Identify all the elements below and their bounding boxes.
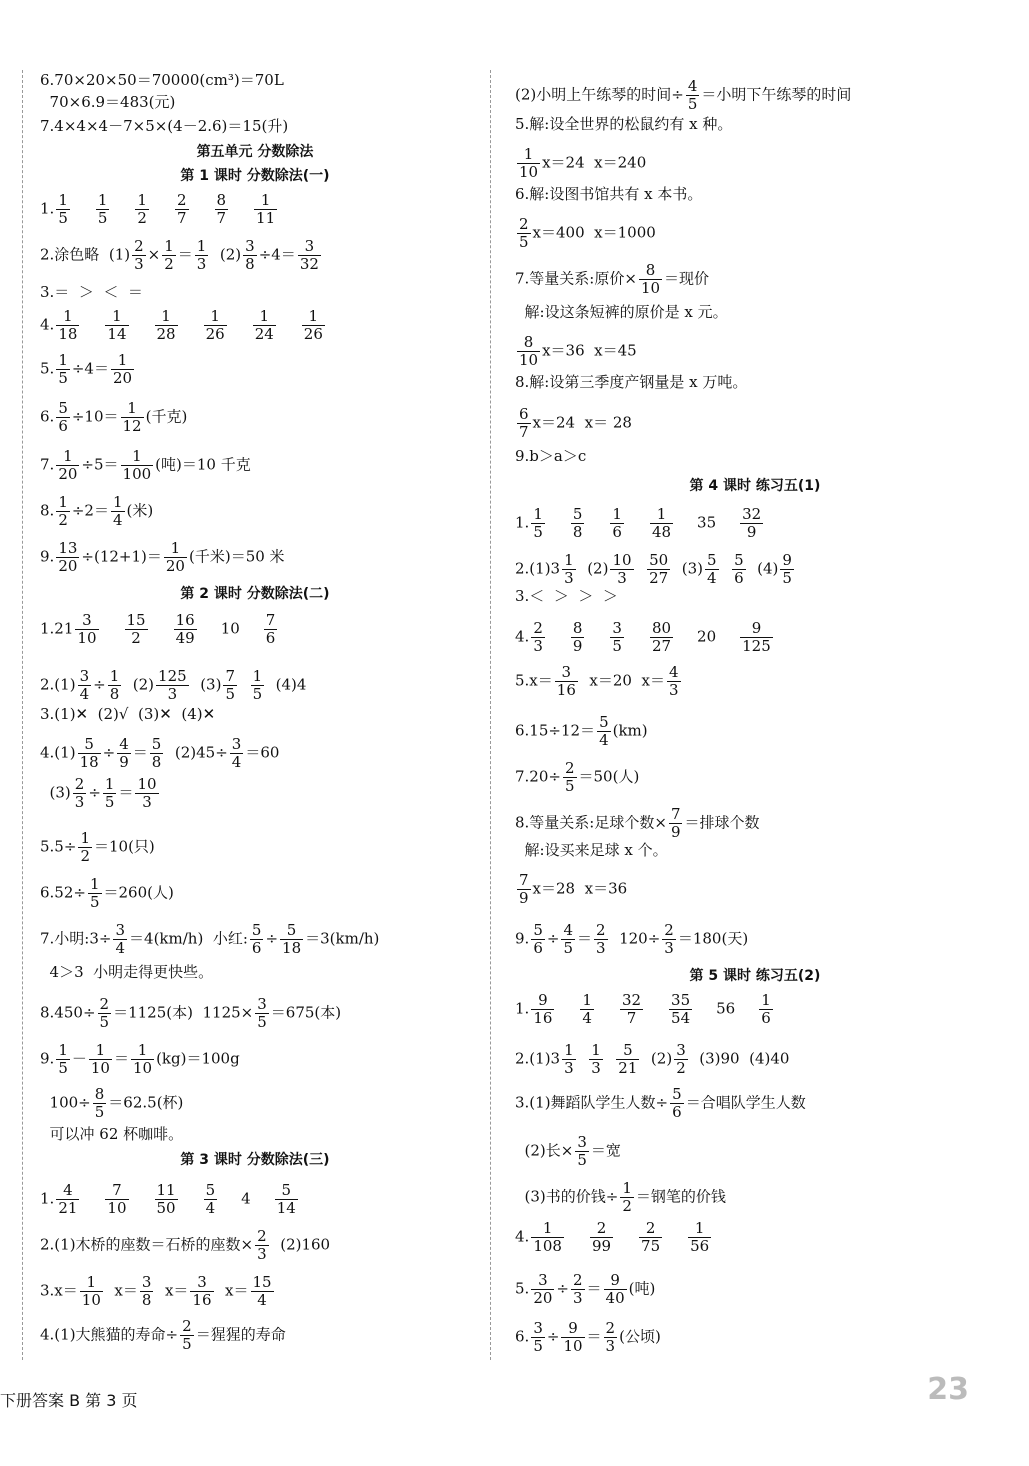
fraction: $\frac{1}{48}$ — [651, 505, 672, 541]
fraction: $\frac{2}{3}$ — [74, 775, 85, 811]
fraction: $\frac{2}{3}$ — [134, 237, 144, 273]
answer-line: $\frac{8}{10}$ x＝36 x＝45 — [519, 333, 637, 369]
section-heading: 第 5 课时 练习五(2) — [689, 968, 821, 984]
fraction: $\frac{5}{6}$ — [251, 921, 262, 957]
answer-line: $\frac{6}{7}$ x＝24 x＝ 28 — [519, 405, 632, 441]
answer-line: 4＞3 小明走得更快些。 — [40, 963, 214, 981]
fraction: $\frac{3}{8}$ — [245, 237, 255, 273]
fraction: $\frac{1}{5}$ — [104, 775, 115, 811]
answer-line: 1. $\frac{1}{5}$ $\frac{1}{5}$ $\frac{1}{2}$ $\frac{2}{7}$ $\frac{8}{7}$ $\frac{1}{11}$ — [40, 191, 276, 227]
fraction: $\frac{1}{10}$ — [132, 1041, 153, 1077]
fraction: $\frac{2}{3}$ — [572, 1271, 583, 1307]
fraction: $\frac{1}{12}$ — [122, 399, 142, 435]
answer-line: $\frac{7}{9}$ x＝28 x＝36 — [519, 871, 628, 907]
fraction: $\frac{1}{6}$ — [761, 991, 771, 1027]
fraction: $\frac{125}{3}$ — [158, 667, 187, 703]
fraction: $\frac{1}{5}$ — [533, 505, 543, 541]
answer-line: 8. $\frac{1}{2}$ ÷2＝ $\frac{1}{4}$ (米) — [40, 493, 154, 529]
fraction: $\frac{2}{5}$ — [99, 995, 110, 1031]
answer-line: 9. $\frac{13}{20}$ ÷(12+1)＝ $\frac{1}{20}$ (千米)＝50 米 — [40, 539, 285, 575]
answer-line: 1. $\frac{1}{5}$ $\frac{5}{8}$ $\frac{1}{6}$ $\frac{1}{48}$ 35 $\frac{32}{9}$ — [515, 505, 762, 541]
fraction: $\frac{3}{8}$ — [141, 1273, 152, 1309]
fraction: $\frac{5}{4}$ — [706, 551, 717, 587]
fraction: $\frac{13}{20}$ — [58, 539, 78, 575]
fraction: $\frac{2}{3}$ — [533, 619, 543, 655]
answer-line: 9. $\frac{1}{5}$ － $\frac{1}{10}$ ＝ $\frac{1}{10}$ (kg)＝100g — [40, 1041, 240, 1077]
fraction: $\frac{5}{4}$ — [205, 1181, 216, 1217]
answer-line: $\frac{2}{5}$ x＝400 x＝1000 — [519, 215, 656, 251]
fraction: $\frac{35}{54}$ — [671, 991, 691, 1027]
fraction: $\frac{50}{27}$ — [649, 551, 669, 587]
answer-line: 8.解:设第三季度产钢量是 x 万吨。 — [515, 373, 748, 391]
fraction: $\frac{15}{2}$ — [126, 611, 146, 647]
fraction: $\frac{1}{26}$ — [303, 307, 323, 343]
fraction: $\frac{2}{5}$ — [182, 1317, 192, 1353]
answer-line: 5. $\frac{3}{20}$ ÷ $\frac{2}{3}$ ＝ $\frac{9}{40}$ (吨) — [515, 1271, 656, 1307]
fraction: $\frac{1}{20}$ — [165, 539, 185, 575]
fraction: $\frac{15}{4}$ — [252, 1273, 272, 1309]
fraction: $\frac{5}{8}$ — [572, 505, 583, 541]
fraction: $\frac{3}{5}$ — [577, 1133, 587, 1169]
fraction: $\frac{1}{5}$ — [97, 191, 108, 227]
fraction: $\frac{1}{28}$ — [156, 307, 176, 343]
answer-line: 70×6.9＝483(元) — [40, 93, 176, 111]
fraction: $\frac{1}{10}$ — [90, 1041, 110, 1077]
answer-line: 3.(1)舞蹈队学生人数÷ $\frac{5}{6}$ ＝合唱队学生人数 — [515, 1085, 806, 1121]
fraction: $\frac{1}{18}$ — [58, 307, 78, 343]
answer-line: 3.x＝ $\frac{1}{10}$ x＝ $\frac{3}{8}$ x＝ $\frac{3}{16}$ x＝ $\frac{15}{4}$ — [40, 1273, 272, 1309]
fraction: $\frac{7}{9}$ — [519, 871, 529, 907]
fraction: $\frac{9}{125}$ — [742, 619, 771, 655]
answer-line: 2.(1) $\frac{3}{4}$ ÷ $\frac{1}{8}$ (2) $\frac{125}{3}$ (3) $\frac{7}{5}$ $\frac{1}{5}$ (4)4 — [40, 667, 307, 703]
fraction: $\frac{7}{5}$ — [225, 667, 236, 703]
fraction: $\frac{8}{10}$ — [519, 333, 539, 369]
fraction: $\frac{1}{26}$ — [205, 307, 225, 343]
fraction: $\frac{1}{5}$ — [252, 667, 263, 703]
fraction: $\frac{2}{5}$ — [519, 215, 529, 251]
answer-line: 6.15÷12＝ $\frac{5}{4}$ (km) — [515, 713, 648, 749]
fraction: $\frac{4}{5}$ — [563, 921, 573, 957]
section-heading: 第五单元 分数除法 — [196, 144, 314, 160]
fraction: $\frac{3}{4}$ — [79, 667, 90, 703]
fraction: $\frac{4}{9}$ — [119, 735, 129, 771]
answer-line: 2.(1)3 $\frac{1}{3}$ $\frac{1}{3}$ $\frac{5}{21}$ (2) $\frac{3}{2}$ (3)90 (4)40 — [515, 1041, 790, 1077]
fraction: $\frac{1}{5}$ — [58, 1041, 68, 1077]
answer-line: 解:设买来足球 x 个。 — [515, 841, 668, 859]
answer-line: 3.＝ ＞ ＜ ＝ — [40, 283, 143, 301]
answer-line: 5.5÷ $\frac{1}{2}$ ＝10(只) — [40, 829, 155, 865]
fraction: $\frac{1}{3}$ — [564, 551, 574, 587]
answer-line: (3) $\frac{2}{3}$ ÷ $\frac{1}{5}$ ＝ $\frac{10}{3}$ — [40, 775, 157, 811]
fraction: $\frac{3}{5}$ — [257, 995, 267, 1031]
fraction: $\frac{4}{21}$ — [58, 1181, 78, 1217]
fraction: $\frac{80}{27}$ — [651, 619, 672, 655]
answer-line: 8.等量关系:足球个数× $\frac{7}{9}$ ＝排球个数 — [515, 805, 760, 841]
answer-line: 1. $\frac{4}{21}$ $\frac{7}{10}$ $\frac{11}{50}$ $\frac{5}{4}$ 4 $\frac{5}{14}$ — [40, 1181, 296, 1217]
fraction: $\frac{3}{20}$ — [533, 1271, 553, 1307]
answer-line: 9.b＞a＞c — [515, 447, 587, 465]
section-heading: 第 4 课时 练习五(1) — [689, 478, 821, 494]
fraction: $\frac{1}{108}$ — [533, 1219, 562, 1255]
fraction: $\frac{5}{21}$ — [618, 1041, 638, 1077]
fraction: $\frac{3}{32}$ — [299, 237, 319, 273]
fraction: $\frac{1}{100}$ — [122, 447, 152, 483]
fraction: $\frac{2}{75}$ — [641, 1219, 661, 1255]
fraction: $\frac{2}{3}$ — [596, 921, 606, 957]
fraction: $\frac{7}{6}$ — [265, 611, 276, 647]
fraction: $\frac{1}{3}$ — [591, 1041, 601, 1077]
answer-line: 9. $\frac{5}{6}$ ÷ $\frac{4}{5}$ ＝ $\frac{2}{3}$ 120÷ $\frac{2}{3}$ ＝180(天) — [515, 921, 749, 957]
footer: 下册答案 B 第 3 页 — [0, 1391, 138, 1410]
fraction: $\frac{11}{50}$ — [156, 1181, 176, 1217]
section-heading: 第 2 课时 分数除法(二) — [180, 586, 330, 602]
answer-line: 7.小明:3÷ $\frac{3}{4}$ ＝4(km/h) 小红: $\frac{5}{6}$ ÷ $\frac{5}{18}$ ＝3(km/h) — [40, 921, 380, 957]
fraction: $\frac{6}{7}$ — [519, 405, 529, 441]
fraction: $\frac{1}{2}$ — [137, 191, 147, 227]
section-heading: 第 1 课时 分数除法(一) — [180, 168, 330, 184]
fraction: $\frac{16}{49}$ — [175, 611, 195, 647]
answer-line: 6.52÷ $\frac{1}{5}$ ＝260(人) — [40, 875, 174, 911]
fraction: $\frac{3}{2}$ — [676, 1041, 686, 1077]
fraction: $\frac{4}{3}$ — [668, 663, 679, 699]
fraction: $\frac{1}{3}$ — [196, 237, 207, 273]
fraction: $\frac{3}{16}$ — [192, 1273, 212, 1309]
answer-line: 4.(1)大熊猫的寿命÷ $\frac{2}{5}$ ＝猩猩的寿命 — [40, 1317, 286, 1353]
answer-line: (2)小明上午练琴的时间÷ $\frac{4}{5}$ ＝小明下午练琴的时间 — [515, 77, 852, 113]
fraction: $\frac{5}{6}$ — [734, 551, 744, 587]
fraction: $\frac{32}{9}$ — [742, 505, 762, 541]
answer-line: (2)长× $\frac{3}{5}$ ＝宽 — [515, 1133, 621, 1169]
answer-line: 100÷ $\frac{8}{5}$ ＝62.5(杯) — [40, 1085, 184, 1121]
fraction: $\frac{2}{99}$ — [591, 1219, 612, 1255]
answer-line: 2.(1)3 $\frac{1}{3}$ (2) $\frac{10}{3}$ $\frac{50}{27}$ (3) $\frac{5}{4}$ $\frac{5}{6}$ (4) $\frac{9}{5}$ — [515, 551, 792, 587]
fraction: $\frac{8}{10}$ — [640, 261, 661, 297]
column-divider — [490, 70, 491, 1360]
fraction: $\frac{5}{6}$ — [672, 1085, 682, 1121]
fraction: $\frac{9}{10}$ — [563, 1319, 583, 1355]
page-number: 23 — [927, 1372, 969, 1407]
answer-line: 7.等量关系:原价× $\frac{8}{10}$ ＝现价 — [515, 261, 710, 297]
answer-line: 5.x＝ $\frac{3}{16}$ x＝20 x＝ $\frac{4}{3}$ — [515, 663, 679, 699]
fraction: $\frac{1}{2}$ — [80, 829, 90, 865]
fraction: $\frac{3}{10}$ — [77, 611, 97, 647]
answer-line: 6. $\frac{3}{5}$ ÷ $\frac{9}{10}$ ＝ $\frac{2}{3}$ (公顷) — [515, 1319, 661, 1355]
fraction: $\frac{8}{7}$ — [216, 191, 227, 227]
fraction: $\frac{2}{3}$ — [605, 1319, 616, 1355]
fraction: $\frac{3}{4}$ — [231, 735, 242, 771]
fraction: $\frac{10}{3}$ — [137, 775, 157, 811]
fraction: $\frac{5}{18}$ — [79, 735, 99, 771]
fraction: $\frac{9}{40}$ — [605, 1271, 625, 1307]
fraction: $\frac{10}{3}$ — [612, 551, 632, 587]
answer-line: 1. $\frac{9}{16}$ $\frac{1}{4}$ $\frac{32}{7}$ $\frac{35}{54}$ 56 $\frac{1}{6}$ — [515, 991, 771, 1027]
fraction: $\frac{2}{7}$ — [176, 191, 187, 227]
answer-line: 6.70×20×50＝70000(cm³)＝70L — [40, 71, 284, 89]
fraction: $\frac{1}{5}$ — [89, 875, 100, 911]
answer-line: 7.4×4×4－7×5×(4－2.6)＝15(升) — [40, 117, 289, 135]
fraction: $\frac{5}{8}$ — [151, 735, 162, 771]
answer-line: (3)书的价钱÷ $\frac{1}{2}$ ＝钢笔的价钱 — [515, 1179, 726, 1215]
fraction: $\frac{1}{20}$ — [58, 447, 78, 483]
fraction: $\frac{1}{5}$ — [58, 191, 68, 227]
answer-line: 4. $\frac{1}{18}$ $\frac{1}{14}$ $\frac{1}{28}$ $\frac{1}{26}$ $\frac{1}{24}$ $\frac{1}{26}$ — [40, 307, 323, 343]
fraction: $\frac{32}{7}$ — [621, 991, 642, 1027]
fraction: $\frac{1}{5}$ — [58, 351, 68, 387]
answer-line: 4. $\frac{1}{108}$ $\frac{2}{99}$ $\frac{2}{75}$ $\frac{1}{56}$ — [515, 1219, 710, 1255]
fraction: $\frac{5}{14}$ — [276, 1181, 296, 1217]
fraction: $\frac{5}{4}$ — [599, 713, 609, 749]
fraction: $\frac{1}{11}$ — [256, 191, 276, 227]
fraction: $\frac{3}{5}$ — [533, 1319, 543, 1355]
answer-line: 8.450÷ $\frac{2}{5}$ ＝1125(本) 1125× $\frac{3}{5}$ ＝675(本) — [40, 995, 342, 1031]
fraction: $\frac{1}{2}$ — [622, 1179, 632, 1215]
fraction: $\frac{1}{10}$ — [519, 145, 539, 181]
fraction: $\frac{7}{10}$ — [107, 1181, 127, 1217]
answer-line: 4.(1) $\frac{5}{18}$ ÷ $\frac{4}{9}$ ＝ $\frac{5}{8}$ (2)45÷ $\frac{3}{4}$ ＝60 — [40, 735, 280, 771]
fraction: $\frac{1}{20}$ — [112, 351, 133, 387]
fraction: $\frac{1}{4}$ — [112, 493, 123, 529]
answer-line: 6. $\frac{5}{6}$ ÷10＝ $\frac{1}{12}$ (千克) — [40, 399, 188, 435]
fraction: $\frac{8}{9}$ — [572, 619, 583, 655]
fraction: $\frac{2}{3}$ — [664, 921, 674, 957]
answer-line: 7. $\frac{1}{20}$ ÷5＝ $\frac{1}{100}$ (吨)＝10 千克 — [40, 447, 251, 483]
fraction: $\frac{1}{2}$ — [58, 493, 68, 529]
answer-line: 2.涂色略 (1) $\frac{2}{3}$ × $\frac{1}{2}$ ＝ $\frac{1}{3}$ (2) $\frac{3}{8}$ ÷4＝ $\frac{3}{32}$ — [40, 237, 319, 273]
section-heading: 第 3 课时 分数除法(三) — [180, 1152, 330, 1168]
answer-line: 3.(1)✕ (2)√ (3)✕ (4)✕ — [40, 705, 216, 723]
fraction: $\frac{1}{4}$ — [582, 991, 592, 1027]
fraction: $\frac{5}{6}$ — [58, 399, 68, 435]
answer-line: 可以冲 62 杯咖啡。 — [40, 1125, 184, 1143]
fraction: $\frac{2}{5}$ — [564, 759, 575, 795]
answer-line: 解:设这条短裤的原价是 x 元。 — [515, 303, 728, 321]
answer-line: 3.＜ ＞ ＞ ＞ — [515, 587, 618, 605]
fraction: $\frac{1}{8}$ — [109, 667, 120, 703]
answer-line: 1.21 $\frac{3}{10}$ $\frac{15}{2}$ $\frac{16}{49}$ 10 $\frac{7}{6}$ — [40, 611, 276, 647]
answer-line: 5.解:设全世界的松鼠约有 x 种。 — [515, 115, 733, 133]
fraction: $\frac{3}{5}$ — [612, 619, 622, 655]
answer-line: 6.解:设图书馆共有 x 本书。 — [515, 185, 703, 203]
fraction: $\frac{3}{4}$ — [115, 921, 126, 957]
fraction: $\frac{1}{6}$ — [612, 505, 622, 541]
fraction: $\frac{4}{5}$ — [687, 77, 698, 113]
fraction: $\frac{9}{16}$ — [533, 991, 553, 1027]
fraction: $\frac{1}{3}$ — [564, 1041, 574, 1077]
fraction: $\frac{1}{56}$ — [690, 1219, 710, 1255]
answer-line: 5. $\frac{1}{5}$ ÷4＝ $\frac{1}{20}$ — [40, 351, 133, 387]
answer-line: $\frac{1}{10}$ x＝24 x＝240 — [519, 145, 647, 181]
fraction: $\frac{1}{14}$ — [107, 307, 127, 343]
answer-line: 7.20÷ $\frac{2}{5}$ ＝50(人) — [515, 759, 640, 795]
answer-line: 4. $\frac{2}{3}$ $\frac{8}{9}$ $\frac{3}{5}$ $\frac{80}{27}$ 20 $\frac{9}{125}$ — [515, 619, 771, 655]
fraction: $\frac{5}{6}$ — [533, 921, 543, 957]
fraction: $\frac{8}{5}$ — [94, 1085, 105, 1121]
fraction: $\frac{3}{16}$ — [556, 663, 576, 699]
fraction: $\frac{1}{2}$ — [164, 237, 174, 273]
fraction: $\frac{2}{3}$ — [257, 1227, 267, 1263]
fraction: $\frac{5}{18}$ — [282, 921, 302, 957]
answer-line: 2.(1)木桥的座数＝石桥的座数× $\frac{2}{3}$ (2)160 — [40, 1227, 331, 1263]
fraction: $\frac{9}{5}$ — [782, 551, 792, 587]
fraction: $\frac{7}{9}$ — [670, 805, 681, 841]
fraction: $\frac{1}{10}$ — [81, 1273, 101, 1309]
fraction: $\frac{1}{24}$ — [254, 307, 274, 343]
column-divider — [22, 70, 23, 1360]
